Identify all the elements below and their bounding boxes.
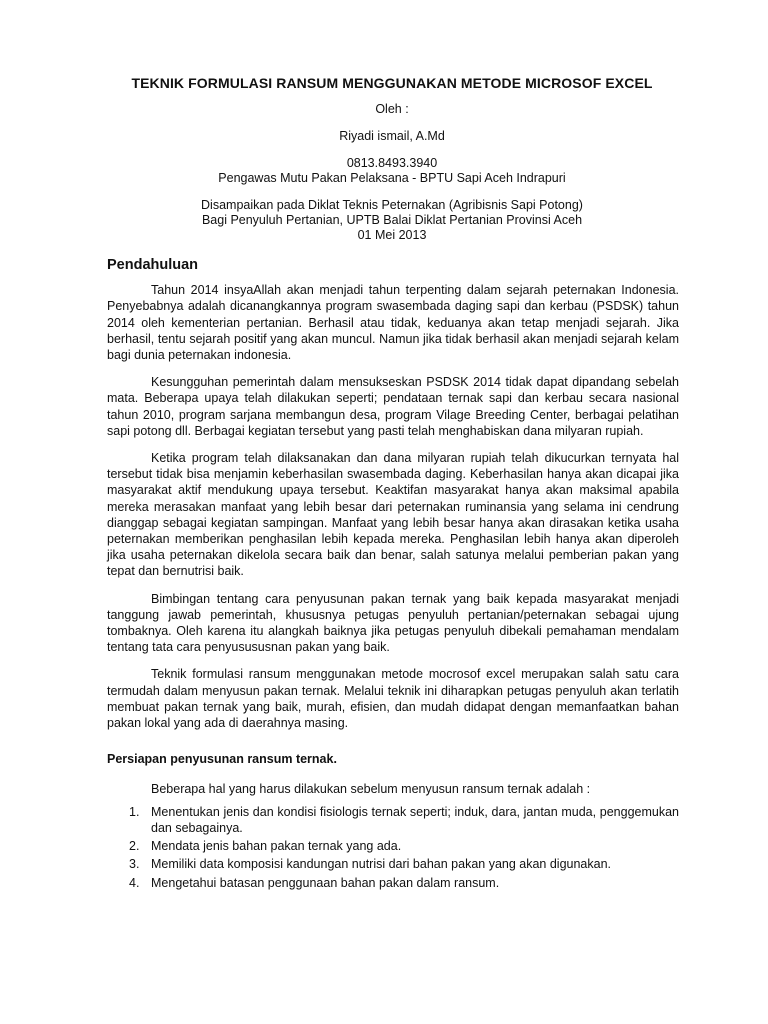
list-number: 4. bbox=[129, 875, 140, 890]
paragraph: Tahun 2014 insyaAllah akan menjadi tahun terpenting dalam sejarah peternakan Indonesia. Penyebabnya adalah dicanangkannya program swasembada daging sapi dan kerbau (PSDSK) tahun 2014 oleh kementerian pertanian. Berhasil atau tidak, keduanya akan tetap menjadi sejarah. Jika berhasil, tentu sejarah positif yang akan muncul. Namun jika tidak berhasil akan menjadi sejarah kelam bagi dunia peternakan indonesia. bbox=[107, 283, 679, 363]
list-item-text: Menentukan jenis dan kondisi fisiologis ternak seperti; induk, dara, jantan muda, penggemukan dan sebagainya. bbox=[151, 804, 679, 835]
paragraph: Bimbingan tentang cara penyusunan pakan ternak yang baik kepada masyarakat menjadi tanggung jawab pemerintah, khususnya petugas penyuluh pertanian/peternakan sebagai ujung tombaknya. Oleh karena itu alangkah baiknya jika petugas penyuluh dibekali pemahaman mendalam tentang tata cara penyusususnan pakan yang baik. bbox=[107, 591, 679, 655]
list-item-text: Mendata jenis bahan pakan ternak yang ada. bbox=[151, 839, 402, 854]
paragraph: Kesungguhan pemerintah dalam mensukseskan PSDSK 2014 tidak dapat dipandang sebelah mata. Beberapa upaya telah dilakukan seperti; pendataan ternak sapi dan kerbau secara nasional tahun 2010, program sarjana membangun desa, program Vilage Breeding Center, berbagai pelatihan sapi potong dll. Berbagai kegiatan tersebut yang pasti telah menghabiskan dana milyaran rupiah. bbox=[107, 375, 679, 438]
list-item-text: Mengetahui batasan penggunaan bahan pakan dalam ransum. bbox=[151, 875, 500, 890]
presented-line-2: Bagi Penyuluh Pertanian, UPTB Balai Diklat Pertanian Provinsi Aceh bbox=[201, 213, 583, 227]
paragraph: Teknik formulasi ransum menggunakan metode mocrosof excel merupakan salah satu cara termudah dalam menyusun pakan ternak. Melalui teknik ini diharapkan petugas penyuluh akan terlatih membuat pakan ternak yang baik, murah, efisien, dan mudah didapat dengan memanfaatkan bahan pakan lokal yang ada di daerahnya masing. bbox=[107, 667, 679, 731]
preparation-list bbox=[107, 804, 679, 891]
list-item bbox=[129, 875, 679, 891]
paragraph: Ketika program telah dilaksanakan dan dana milyaran rupiah telah dikucurkan ternyata hal tersebut tidak bisa menjamin keberhasilan swasembada daging. Keberhasilan hanya akan dicapai jika masyarakat aktif mendukung upaya tersebut. Keaktifan masyarakat hanya akan maksimal apabila mereka merasakan manfaat yang lebih besar dari peternakan ruminansia yang selama ini cendrung dianggap sebagai kegiatan sampingan. Manfaat yang lebih besar hanya akan dirasakan ketika usaha peternakan memberikan penghasilan lebih kepada mereka. Penghasilan lebih hanya akan diperoleh jika usaha peternakan dikelola secara baik dan benar, salah satunya melalui pemberian pakan yang tepat dan bernutrisi baik. bbox=[107, 451, 679, 579]
document-body bbox=[107, 257, 679, 893]
list-item bbox=[129, 856, 679, 872]
author-phone: 0813.8493.3940 bbox=[346, 156, 438, 170]
list-number: 1. bbox=[129, 804, 140, 819]
list-item bbox=[129, 804, 679, 836]
document-header bbox=[100, 74, 684, 243]
section-heading-persiapan: Persiapan penyusunan ransum ternak. bbox=[107, 752, 337, 767]
by-label: Oleh : bbox=[375, 102, 409, 116]
section-heading-pendahuluan: Pendahuluan bbox=[107, 257, 199, 273]
list-number: 2. bbox=[129, 839, 140, 854]
list-intro: Beberapa hal yang harus dilakukan sebelum menyusun ransum ternak adalah : bbox=[151, 782, 591, 797]
document-date: 01 Mei 2013 bbox=[357, 228, 427, 242]
list-number: 3. bbox=[129, 857, 140, 872]
list-item-text: Memiliki data komposisi kandungan nutrisi dari bahan pakan yang akan digunakan. bbox=[151, 857, 612, 872]
author-position: Pengawas Mutu Pakan Pelaksana - BPTU Sapi Aceh Indrapuri bbox=[218, 171, 566, 185]
list-item bbox=[129, 838, 679, 854]
document-title: TEKNIK FORMULASI RANSUM MENGGUNAKAN METODE MICROSOF EXCEL bbox=[131, 75, 653, 91]
presented-line-1: Disampaikan pada Diklat Teknis Peternakan (Agribisnis Sapi Potong) bbox=[201, 198, 583, 212]
author-name: Riyadi ismail, A.Md bbox=[339, 129, 445, 143]
